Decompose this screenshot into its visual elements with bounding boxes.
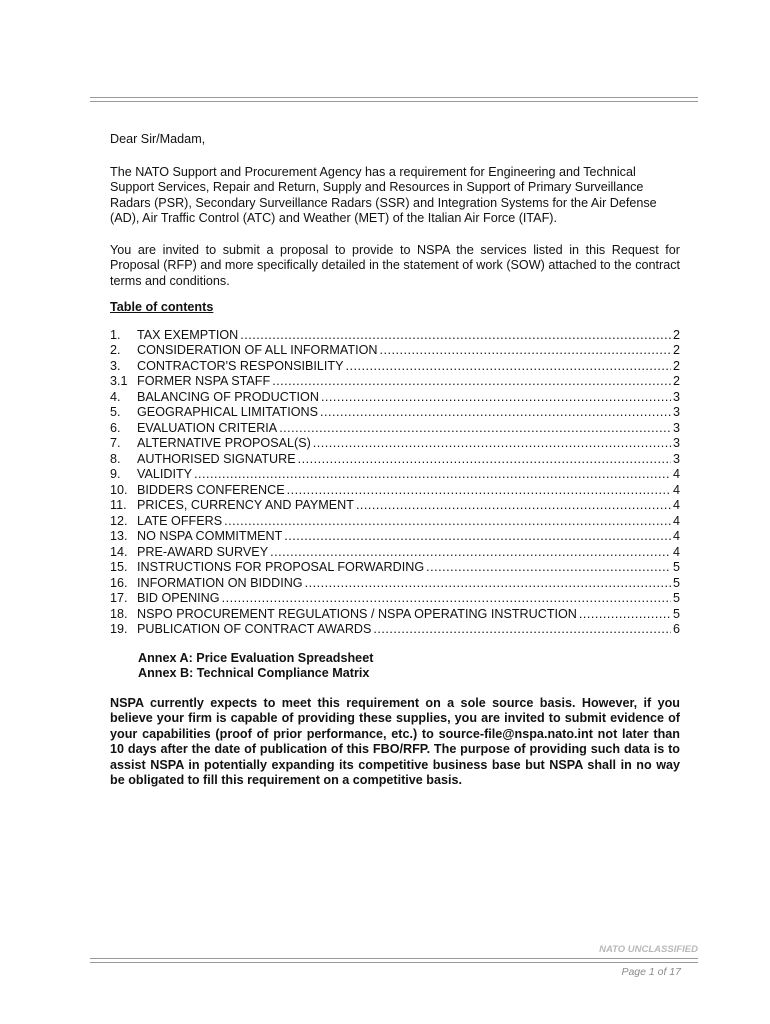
toc-entry-label: INFORMATION ON BIDDING: [137, 575, 303, 590]
toc-entry-label: PRICES, CURRENCY AND PAYMENT: [137, 498, 354, 512]
toc-entry-page: 3: [672, 420, 680, 435]
toc-entry[interactable]: [110, 576, 680, 592]
toc-entry[interactable]: [110, 483, 680, 499]
toc-entry-page: 3: [672, 405, 680, 419]
toc-entry-label: NSPO PROCUREMENT REGULATIONS / NSPA OPERATING INSTRUCTION: [137, 606, 577, 621]
toc-leader-dots: [222, 591, 671, 607]
letter-body: [110, 132, 680, 789]
toc-entry-label: BID OPENING: [137, 591, 220, 605]
toc-leader-dots: [279, 421, 671, 437]
page-number: Page 1 of 17: [621, 966, 681, 978]
toc-entry-page: 4: [672, 544, 680, 559]
toc-entry[interactable]: [110, 498, 680, 514]
toc-entry-page: 5: [672, 575, 680, 590]
toc-entry-label: FORMER NSPA STAFF: [137, 374, 271, 388]
toc-entry-number: 3.: [110, 358, 121, 373]
toc-entry-page: 4: [672, 513, 680, 528]
salutation: Dear Sir/Madam,: [110, 132, 206, 146]
toc-leader-dots: [320, 405, 671, 421]
toc-leader-dots: [270, 545, 671, 561]
toc-entry[interactable]: [110, 405, 680, 421]
toc-entry-label: CONSIDERATION OF ALL INFORMATION: [137, 343, 378, 357]
toc-entry[interactable]: [110, 467, 680, 483]
toc-leader-dots: [579, 607, 671, 623]
toc-leader-dots: [313, 436, 671, 452]
toc-entry-number: 18.: [110, 606, 128, 621]
toc-entry-number: 4.: [110, 389, 121, 404]
toc-entry[interactable]: [110, 328, 680, 344]
toc-entry-label: BIDDERS CONFERENCE: [137, 482, 285, 497]
toc-entry-label: LATE OFFERS: [137, 513, 223, 528]
toc-leader-dots: [287, 483, 671, 499]
annex-b: Annex B: Technical Compliance Matrix: [138, 666, 370, 680]
toc-entry-label: EVALUATION CRITERIA: [137, 420, 278, 435]
toc-entry-label: GEOGRAPHICAL LIMITATIONS: [137, 405, 319, 419]
toc-entry-page: 3: [672, 436, 680, 450]
toc-entry-number: 7.: [110, 436, 121, 450]
toc-entry[interactable]: [110, 374, 680, 390]
toc-entry-number: 15.: [110, 560, 128, 574]
toc-entry-number: 13.: [110, 529, 128, 543]
toc-entry-label: VALIDITY: [137, 467, 193, 481]
footer-rule: [90, 962, 698, 963]
sole-source-notice: NSPA currently expects to meet this requirement on a sole source basis. However, if you believe your firm is capable of providing these supplies, you are invited to submit evidence of your capabilities (proof of prior performance, etc.) to source-file@nspa.nato.int not later than 10 days after the date of publication of this FBO/RFP. The purpose of providing such data is to assist NSPA in potentially expanding its competitive business base but NSPA shall in no way be obligated to fill this requirement on a competitive basis.: [110, 695, 680, 787]
toc-entry-label: AUTHORISED SIGNATURE: [137, 451, 296, 466]
toc-entry-page: 3: [672, 451, 680, 466]
toc-leader-dots: [373, 622, 671, 638]
header-rule: [90, 101, 698, 102]
toc-entry-number: 16.: [110, 575, 128, 590]
toc-entry-label: INSTRUCTIONS FOR PROPOSAL FORWARDING: [137, 560, 425, 574]
toc-entry-label: PRE-AWARD SURVEY: [137, 544, 269, 559]
toc-entry-page: 4: [672, 467, 680, 481]
toc-leader-dots: [426, 560, 671, 576]
toc-leader-dots: [298, 452, 671, 468]
annex-list: [138, 651, 680, 682]
intro-paragraph: The NATO Support and Procurement Agency has a requirement for Engineering and Technical Support Services, Repair and Return, Supply and Resources in Support of Primary Surveillance Radars (PSR), Secondary Surveillance Radars (SSR) and Integration Systems for the Air Defense (AD), Air Traffic Control (ATC) and Weather (MET) of the Italian Air Force (ITAF).: [110, 164, 657, 225]
toc-entry[interactable]: [110, 421, 680, 437]
toc-entry-page: 4: [672, 529, 680, 543]
toc-entry[interactable]: [110, 390, 680, 406]
toc-entry[interactable]: [110, 607, 680, 623]
toc-entry-number: 10.: [110, 482, 128, 497]
toc-entry[interactable]: [110, 622, 680, 638]
toc-leader-dots: [224, 514, 671, 530]
toc-entry[interactable]: [110, 452, 680, 468]
toc-entry-number: 1.: [110, 327, 121, 342]
toc-entry-number: 9.: [110, 467, 121, 481]
toc-entry-page: 4: [672, 482, 680, 497]
toc-leader-dots: [346, 359, 671, 375]
toc-entry-page: 2: [672, 343, 680, 357]
toc-entry[interactable]: [110, 529, 680, 545]
toc-entry-number: 6.: [110, 420, 121, 435]
toc-entry[interactable]: [110, 436, 680, 452]
toc-leader-dots: [240, 328, 671, 344]
classification-label: NATO UNCLASSIFIED: [599, 944, 698, 955]
toc-entry-page: 6: [672, 622, 680, 636]
header-rule: [90, 97, 698, 98]
toc-entry-number: 11.: [110, 498, 127, 512]
annex-a: Annex A: Price Evaluation Spreadsheet: [138, 650, 374, 665]
toc-entry-number: 5.: [110, 405, 121, 419]
toc-entry-label: CONTRACTOR'S RESPONSIBILITY: [137, 358, 344, 373]
invitation-paragraph: You are invited to submit a proposal to provide to NSPA the services listed in this Request for Proposal (RFP) and more specifically detailed in the statement of work (SOW) attached to the contract terms and conditions.: [110, 242, 680, 288]
toc-entry-page: 5: [672, 606, 680, 621]
toc-entry-number: 14.: [110, 544, 128, 559]
toc-leader-dots: [321, 390, 671, 406]
toc-entry[interactable]: [110, 560, 680, 576]
toc-entry-label: PUBLICATION OF CONTRACT AWARDS: [137, 622, 372, 636]
toc-entry-page: 5: [672, 591, 680, 605]
toc-leader-dots: [272, 374, 671, 390]
toc-entry[interactable]: [110, 359, 680, 375]
toc-entry-number: 2.: [110, 343, 121, 357]
table-of-contents: [110, 328, 680, 638]
toc-entry-page: 2: [672, 358, 680, 373]
toc-leader-dots: [379, 343, 671, 359]
toc-leader-dots: [284, 529, 671, 545]
toc-entry[interactable]: [110, 514, 680, 530]
toc-entry[interactable]: [110, 545, 680, 561]
toc-entry-page: 3: [672, 389, 680, 404]
toc-entry-page: 2: [672, 327, 680, 342]
footer-rule: [90, 958, 698, 959]
toc-entry-label: BALANCING OF PRODUCTION: [137, 389, 319, 404]
toc-leader-dots: [356, 498, 671, 514]
toc-entry-label: ALTERNATIVE PROPOSAL(S): [137, 436, 311, 450]
toc-entry-number: 8.: [110, 451, 121, 466]
toc-leader-dots: [194, 467, 671, 483]
toc-entry-number: 3.1: [110, 374, 128, 388]
toc-entry-label: TAX EXEMPTION: [137, 327, 239, 342]
toc-entry-number: 19.: [110, 622, 128, 636]
toc-entry-page: 4: [672, 498, 680, 512]
toc-title: Table of contents: [110, 300, 214, 314]
toc-leader-dots: [305, 576, 671, 592]
toc-entry[interactable]: [110, 591, 680, 607]
toc-entry-label: NO NSPA COMMITMENT: [137, 529, 283, 543]
toc-entry-number: 17.: [110, 591, 128, 605]
toc-entry-page: 2: [672, 374, 680, 388]
toc-entry-number: 12.: [110, 513, 128, 528]
toc-entry[interactable]: [110, 343, 680, 359]
toc-entry-page: 5: [672, 560, 680, 574]
